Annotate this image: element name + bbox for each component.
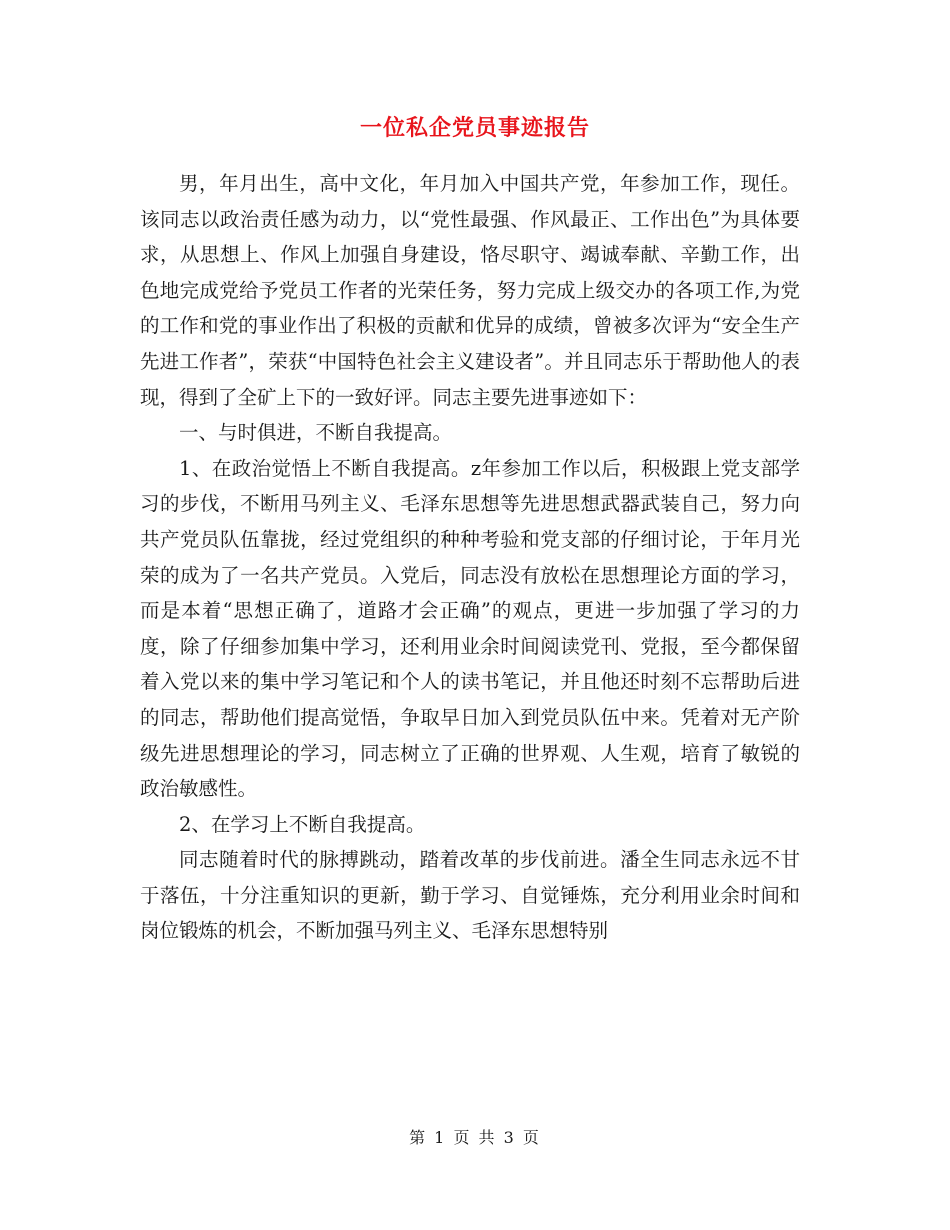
document-body bbox=[140, 166, 800, 949]
paragraph-intro: 男，年月出生，高中文化，年月加入中国共产党，年参加工作，现任。该同志以政治责任感为动力，以“党性最强、作风最正、工作出色”为具体要求，从思想上、作风上加强自身建设，恪尽职守、竭诚奉献、辛勤工作，出色地完成党给予党员工作者的光荣任务，努力完成上级交办的各项工作,为党的工作和党的事业作出了积极的贡献和优异的成绩，曾被多次评为“安全生产先进工作者”，荣获“中国特色社会主义建设者”。并且同志乐于帮助他人的表现，得到了全矿上下的一致好评。同志主要先进事迹如下： bbox=[140, 172, 800, 409]
page-footer: 第 1 页 共 3 页 bbox=[409, 1128, 541, 1147]
paragraph-political-awareness: 1、在政治觉悟上不断自我提高。z年参加工作以后，积极跟上党支部学习的步伐，不断用马列主义、毛泽东思想等先进思想武器武装自己，努力向共产党员队伍靠拢，经过党组织的种种考验和党支部的仔细讨论，于年月光荣的成为了一名共产党员。入党后，同志没有放松在思想理论方面的学习，而是本着“思想正确了，道路才会正确”的观点，更进一步加强了学习的力度，除了仔细参加集中学习，还利用业余时间阅读党刊、党报，至今都保留着入党以来的集中学习笔记和个人的读书笔记，并且他还时刻不忘帮助后进的同志，帮助他们提高觉悟，争取早日加入到党员队伍中来。凭着对无产阶级先进思想理论的学习，同志树立了正确的世界观、人生观，培育了敏锐的政治敏感性。 bbox=[140, 456, 800, 801]
document-title: 一位私企党员事迹报告 bbox=[359, 115, 590, 141]
subsection-heading-2: 2、在学习上不断自我提高。 bbox=[179, 812, 426, 836]
paragraph-study: 同志随着时代的脉搏跳动，踏着改革的步伐前进。潘全生同志永远不甘于落伍，十分注重知识的更新，勤于学习、自觉锤炼，充分利用业余时间和岗位锻炼的机会，不断加强马列主义、毛泽东思想特别 bbox=[140, 848, 800, 943]
section-heading-1: 一、与时俱进，不断自我提高。 bbox=[179, 421, 453, 445]
